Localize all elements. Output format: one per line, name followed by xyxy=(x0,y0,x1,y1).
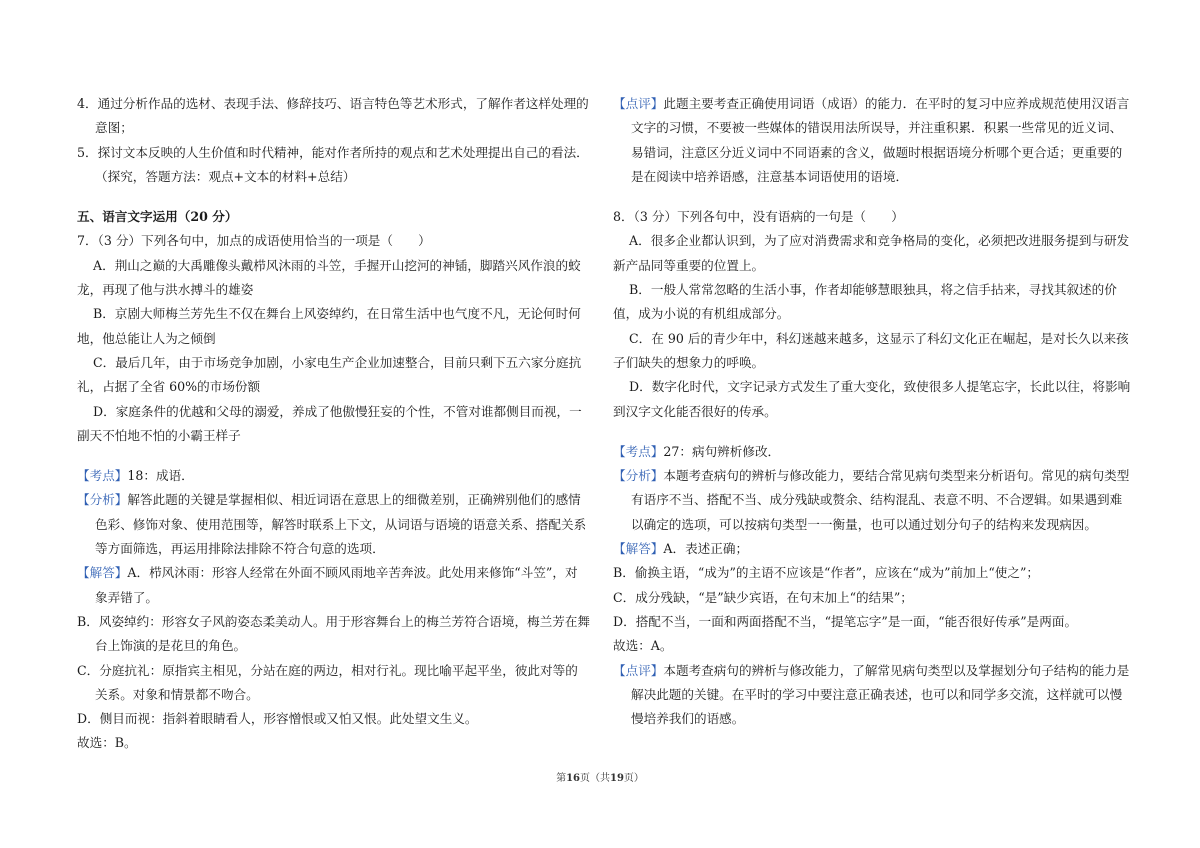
dianping-text: 本题考查病句的辨析与修改能力，了解常见病句类型以及掌握划分句子结构的能力是解决此题的关键。在平时的学习中要注意正确表述，也可以和同学多交流，这样就可以慢慢培养我们的语感。 xyxy=(631,662,1130,727)
q8-jieda-b: B．偷换主语，“成为”的主语不应该是“作者”，应该在“成为”前加上“使之”； xyxy=(613,565,1039,581)
q7-kaodian xyxy=(77,464,590,488)
q8-jieda-d: D．搭配不当，一面和两面搭配不当，“提笔忘字”是一面，“能否很好传承”是两面。 xyxy=(613,613,1078,629)
q8-answer: 故选：A。 xyxy=(613,638,673,654)
objective-5: 5．探讨文本反映的人生价值和时代精神，能对作者所持的观点和艺术处理提出自己的看法．（探究，答题方法：观点+文本的材料+总结） xyxy=(77,144,589,184)
total-pages: 19 xyxy=(610,773,624,784)
fenxi-tag: 【分析】 xyxy=(613,468,664,484)
q8-option-b: B．一般人常常忽略的生活小事，作者却能够慧眼独具，将之信手拈来，寻找其叙述的价值，成为小说的有机组成部分。 xyxy=(613,282,1117,322)
right-column xyxy=(613,92,1131,731)
page-number: 16 xyxy=(566,773,580,784)
q7-option-c: C．最后几年，由于市场竞争加剧，小家电生产企业加速整合，目前只剩下五六家分庭抗礼，占据了全省 60%的市场份额 xyxy=(77,354,582,395)
objective-4: 4．通过分析作品的选材、表现手法、修辞技巧、语言特色等艺术形式，了解作者这样处理的意图； xyxy=(77,96,589,136)
kaodian-text: 27：病句辨析修改． xyxy=(663,443,781,459)
q7-fenxi xyxy=(77,488,590,561)
kaodian-tag: 【考点】 xyxy=(77,468,128,484)
footer-middle: 页（共 xyxy=(580,773,610,784)
q7-jieda-c: C．分庭抗礼：原指宾主相见，分站在庭的两边，相对行礼。现比喻平起平坐，彼此对等的关系。对象和情景都不吻合。 xyxy=(77,662,578,702)
jieda-a-text: A．表述正确； xyxy=(663,541,749,557)
q8-jieda-c: C．成分残缺，“是”缺少宾语，在句末加上“的结果”； xyxy=(613,589,913,605)
footer-prefix: 第 xyxy=(556,773,567,784)
page-footer xyxy=(0,772,1200,786)
fenxi-text: 本题考查病句的辨析与修改能力，要结合常见病句类型来分析语句。常见的病句类型有语序不当、搭配不当、成分残缺或赘余、结构混乱、表意不明、不合逻辑。如果遇到难以确定的选项，可以按病句类型一一衡量，也可以通过划分句子的结构来发现病因。 xyxy=(631,468,1130,532)
q7-jieda-a xyxy=(77,561,590,610)
dianping-text: 此题主要考查正确使用词语（成语）的能力．在平时的复习中应养成规范使用汉语言文字的习惯，不要被一些媒体的错误用法所误导，并注重积累．积累一些常见的近义词、易错词，注意区分近义词中不同语素的含义，做题时根据语境分析哪个更合适；更重要的是在阅读中培养语感，注意基本词语使用的语境． xyxy=(631,96,1130,184)
q7-jieda-d: D．侧目而视：指斜着眼睛看人，形容憎恨或又怕又恨。此处望文生义。 xyxy=(77,711,478,727)
q7-dianping xyxy=(613,92,1131,189)
jieda-a-text: A．栉风沐雨：形容人经常在外面不顾风雨地辛苦奔波。此处用来修饰“斗笠”，对象弄错了。 xyxy=(95,565,578,605)
q7-option-a: A．荆山之巅的大禹雕像头戴栉风沐雨的斗笠，手握开山挖河的神锸，脚踏兴风作浪的蛟龙，再现了他与洪水搏斗的雄姿 xyxy=(77,257,581,298)
q8-kaodian xyxy=(613,440,1131,464)
kaodian-text: 18：成语． xyxy=(127,468,194,484)
q7-option-b: B．京剧大师梅兰芳先生不仅在舞台上风姿绰约，在日常生活中也气度不凡，无论何时何地，他总能让人为之倾倒 xyxy=(77,306,581,346)
fenxi-text: 解答此题的关键是掌握相似、相近词语在意思上的细微差别，正确辨别他们的感情色彩、修饰对象、使用范围等，解答时联系上下文，从词语与语境的语意关系、搭配关系等方面筛选，再运用排除法排除不符合句意的选项． xyxy=(95,492,587,557)
q8-option-a: A．很多企业都认识到，为了应对消费需求和竞争格局的变化，必须把改进服务提到与研发新产品同等重要的位置上。 xyxy=(613,233,1130,273)
jieda-tag: 【解答】 xyxy=(613,541,664,557)
q7-answer: 故选：B。 xyxy=(77,735,137,751)
q7-jieda-b: B．风姿绰约：形容女子风韵姿态柔美动人。用于形容舞台上的梅兰芳符合语境，梅兰芳在舞台上饰演的是花旦的角色。 xyxy=(77,613,591,654)
footer-suffix: 页） xyxy=(623,773,644,784)
fenxi-tag: 【分析】 xyxy=(77,492,128,508)
dianping-tag: 【点评】 xyxy=(613,96,664,111)
kaodian-tag: 【考点】 xyxy=(613,443,664,459)
q7-stem: 7．（3 分）下列各句中，加点的成语使用恰当的一项是（ ） xyxy=(77,233,431,249)
q8-fenxi xyxy=(613,464,1131,537)
dianping-tag: 【点评】 xyxy=(613,662,664,678)
q7-option-d: D．家庭条件的优越和父母的溺爱，养成了他傲慢狂妄的个性，不管对谁都侧目而视，一副天不怕地不怕的小霸王样子 xyxy=(77,403,582,443)
q8-dianping xyxy=(613,659,1131,732)
left-column xyxy=(77,92,590,756)
q8-option-c: C．在 90 后的青少年中，科幻迷越来越多，这显示了科幻文化正在崛起，是对长久以来孩子们缺失的想象力的呼唤。 xyxy=(613,330,1129,370)
q8-option-d: D．数字化时代，文字记录方式发生了重大变化，致使很多人提笔忘字，长此以往，将影响到汉字文化能否很好的传承。 xyxy=(613,379,1131,419)
q8-stem: 8．（3 分）下列各句中，没有语病的一句是（ ） xyxy=(613,209,904,225)
jieda-tag: 【解答】 xyxy=(77,565,128,581)
section-title: 五、语言文字运用（20 分） xyxy=(77,209,238,225)
q8-jieda-a xyxy=(613,537,1131,561)
